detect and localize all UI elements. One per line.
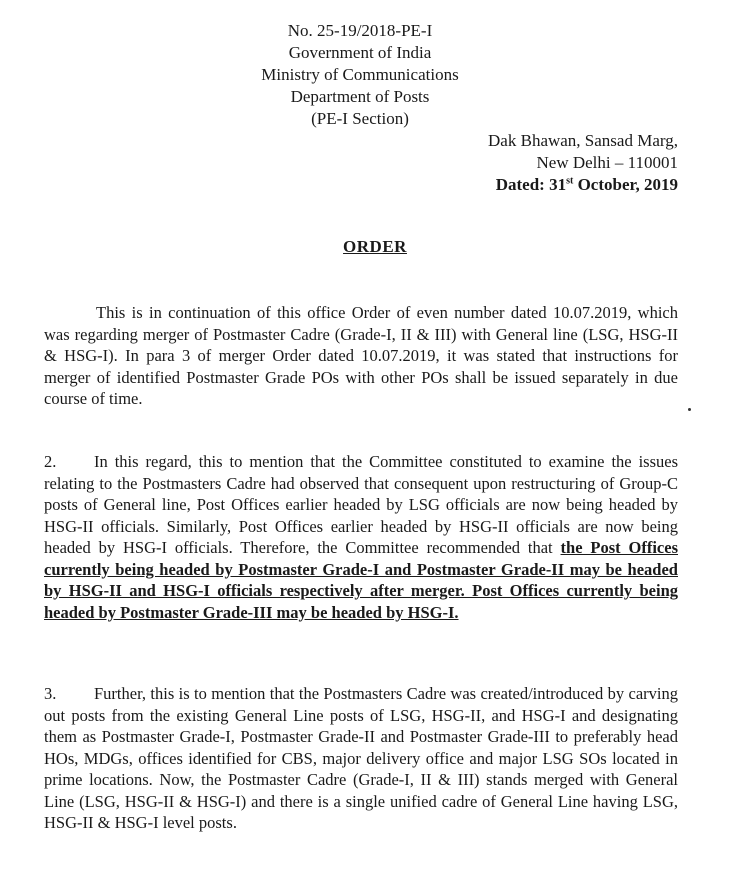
government-name: Government of India (288, 43, 432, 62)
paragraph-3 (44, 683, 678, 834)
address-line-2: New Delhi – 110001 (536, 153, 678, 172)
ministry-name: Ministry of Communications (261, 65, 459, 84)
stray-mark (688, 408, 691, 411)
paragraph-2-text: In this regard, this to mention that the Committee constituted to examine the issues relating to the Postmasters Cadre had observed that consequent upon restructuring of Group-C posts of General line, Post Offices earlier headed by LSG officials are now being headed by HSG-II officials. Similarly, Post Offices earlier headed by HSG-II officials are now being headed by HSG-I officials. Therefore, the Committee recommended that (44, 452, 678, 557)
date-line (488, 174, 678, 196)
department-name: Department of Posts (290, 87, 430, 106)
letterhead (230, 20, 490, 130)
address-block (488, 130, 678, 196)
paragraph-2 (44, 451, 678, 623)
file-number: No. 25-19/2018-PE-I (287, 21, 433, 40)
date-suffix: October, 2019 (573, 175, 678, 194)
address-line-1: Dak Bhawan, Sansad Marg, (488, 131, 678, 150)
paragraph-3-number: 3. (44, 684, 57, 703)
order-title: ORDER (343, 237, 407, 256)
paragraph-3-text: Further, this is to mention that the Postmasters Cadre was created/introduced by carving out posts from the existing General Line posts of LSG, HSG-II, and HSG-I and designating them as Postmaster Grade-I, Postmaster Grade-II and Postmaster Grade-III to preferably head HOs, MDGs, offices identified for CBS, major delivery office and major LSG SOs located in prime locations. Now, the Postmaster Cadre (Grade-I, II & III) stands merged with General Line (LSG, HSG-II & HSG-I) and there is a single unified cadre of General Line having LSG, HSG-II & HSG-I level posts. (44, 684, 678, 832)
paragraph-2-number: 2. (44, 452, 57, 471)
section-name: (PE-I Section) (311, 109, 409, 128)
paragraph-1: This is in continuation of this office Order of even number dated 10.07.2019, which was regarding merger of Postmaster Cadre (Grade-I, II & III) with General line (LSG, HSG-II & HSG-I). In para 3 of merger Order dated 10.07.2019, it was stated that instructions for merger of identified Postmaster Grade POs with other POs shall be issued separately in due course of time. (44, 303, 678, 408)
date-prefix: Dated: 31 (495, 175, 567, 194)
paragraph-2-emphasis: the Post Offices currently being headed by Postmaster Grade-I and Postmaster Grade-II may be headed by HSG-II and HSG-I officials respectively after merger. Post Offices currently being headed by Postmaster Grade-III may be headed by HSG-I. (44, 538, 678, 622)
date-superscript: st (566, 175, 574, 187)
